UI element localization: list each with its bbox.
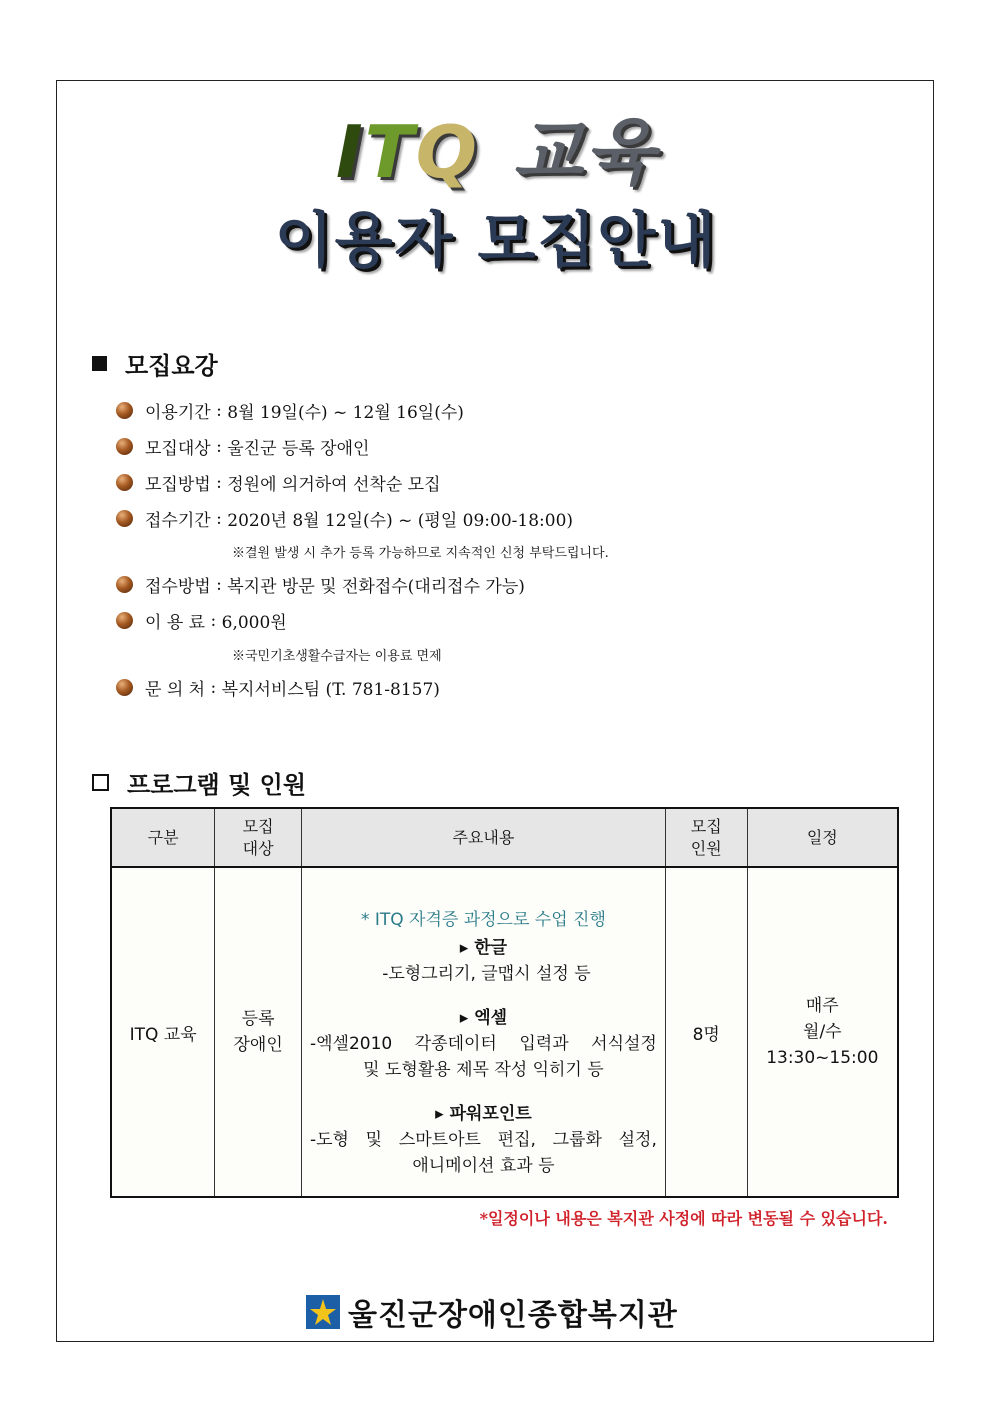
info-row [116, 434, 369, 459]
table-header-row [111, 808, 898, 867]
table-row [111, 867, 898, 1197]
title-letter-q: Q [415, 110, 480, 194]
ppt-label: ▸ 파워포인트 [435, 1104, 532, 1124]
organization-name: 울진군장애인종합복지관 [348, 1298, 678, 1333]
organization-logo [306, 1290, 678, 1334]
title-line-2: 이용자 모집안내 [274, 206, 718, 276]
section-heading-text: 모집요강 [125, 351, 218, 380]
bullet-ball-icon [116, 679, 133, 696]
hangul-desc: -도형그리기, 글맵시 설정 등 [382, 964, 591, 984]
title-line-1 [0, 112, 992, 192]
title-letter-t: T [364, 110, 416, 194]
cell-count: 8명 [665, 867, 747, 1197]
cell-schedule [747, 867, 898, 1197]
ppt-desc-2: 애니메이션 효과 등 [412, 1156, 555, 1176]
ppt-desc-1: -도형 및 스마트아트 편집, 그룹화 설정, [309, 1130, 657, 1150]
hangul-label: ▸ 한글 [459, 938, 508, 958]
excel-desc-1: -엑셀2010 각종데이터 입력과 서식설정 [309, 1034, 657, 1054]
info-row [116, 675, 440, 700]
bullet-ball-icon [116, 510, 133, 527]
header-count: 모집 인원 [665, 808, 747, 867]
info-label: 모집대상 [145, 439, 211, 459]
header-schedule: 일정 [747, 808, 898, 867]
info-separator: : [210, 610, 217, 631]
info-row [116, 398, 464, 423]
info-separator: : [216, 436, 222, 457]
info-value: 복지서비스팀 (T. 781-8157) [221, 680, 440, 700]
title-word-education: 교육 [513, 110, 657, 194]
info-value: 2020년 8월 12일(수) ~ (평일 09:00-18:00) [227, 511, 574, 531]
header-target: 모집 대상 [215, 808, 302, 867]
info-label: 접수기간 [145, 511, 211, 531]
schedule-change-note: *일정이나 내용은 복지관 사정에 따라 변동될 수 있습니다. [479, 1209, 888, 1228]
info-value: 복지관 방문 및 전화접수(대리접수 가능) [227, 577, 525, 597]
fee-exemption-note: ※국민기초생활수급자는 이용료 면제 [232, 649, 442, 664]
schedule-line-3: 13:30~15:00 [766, 1048, 879, 1068]
star-logo-icon [306, 1295, 340, 1329]
filled-square-icon [92, 356, 107, 371]
title-letter-i: I [335, 110, 365, 194]
bullet-ball-icon [116, 402, 133, 419]
bullet-ball-icon [116, 576, 133, 593]
schedule-line-1: 매주 [805, 996, 839, 1016]
info-separator: : [216, 508, 222, 529]
content-title: * ITQ 자격증 과정으로 수업 진행 [360, 910, 606, 930]
cell-category: ITQ 교육 [111, 867, 215, 1197]
info-separator: : [216, 472, 222, 493]
info-label: 접수방법 [145, 577, 211, 597]
bullet-ball-icon [116, 612, 133, 629]
info-row [116, 572, 525, 597]
info-label: 모집방법 [145, 475, 211, 495]
info-value: 6,000원 [221, 613, 287, 633]
info-row [116, 470, 441, 495]
info-separator: : [216, 574, 222, 595]
info-row [116, 608, 287, 633]
excel-label: ▸ 엑셀 [459, 1008, 508, 1028]
program-table [110, 807, 899, 1198]
info-label: 이용기간 [145, 403, 211, 423]
schedule-line-2: 월/수 [803, 1022, 842, 1042]
info-label: 이 용 료 [145, 613, 206, 633]
header-category: 구분 [111, 808, 215, 867]
info-separator: : [216, 400, 222, 421]
cell-content [301, 867, 665, 1197]
bullet-ball-icon [116, 474, 133, 491]
bullet-ball-icon [116, 438, 133, 455]
vacancy-note: ※결원 발생 시 추가 등록 가능하므로 지속적인 신청 부탁드립니다. [232, 546, 609, 561]
cell-target: 등록 장애인 [215, 867, 302, 1197]
info-label: 문 의 처 [145, 680, 206, 700]
info-separator: : [210, 677, 217, 698]
section-heading-recruitment [88, 346, 218, 381]
excel-desc-2: 및 도형활용 제목 작성 익히기 등 [363, 1060, 604, 1080]
info-value: 8월 19일(수) ~ 12월 16일(수) [227, 403, 464, 423]
section-heading-program [88, 765, 306, 800]
info-value: 울진군 등록 장애인 [227, 439, 370, 459]
info-value: 정원에 의거하여 선착순 모집 [227, 475, 441, 495]
info-row [116, 506, 573, 531]
section-heading-text: 프로그램 및 인원 [127, 770, 306, 799]
empty-square-icon [92, 774, 109, 791]
header-content: 주요내용 [301, 808, 665, 867]
